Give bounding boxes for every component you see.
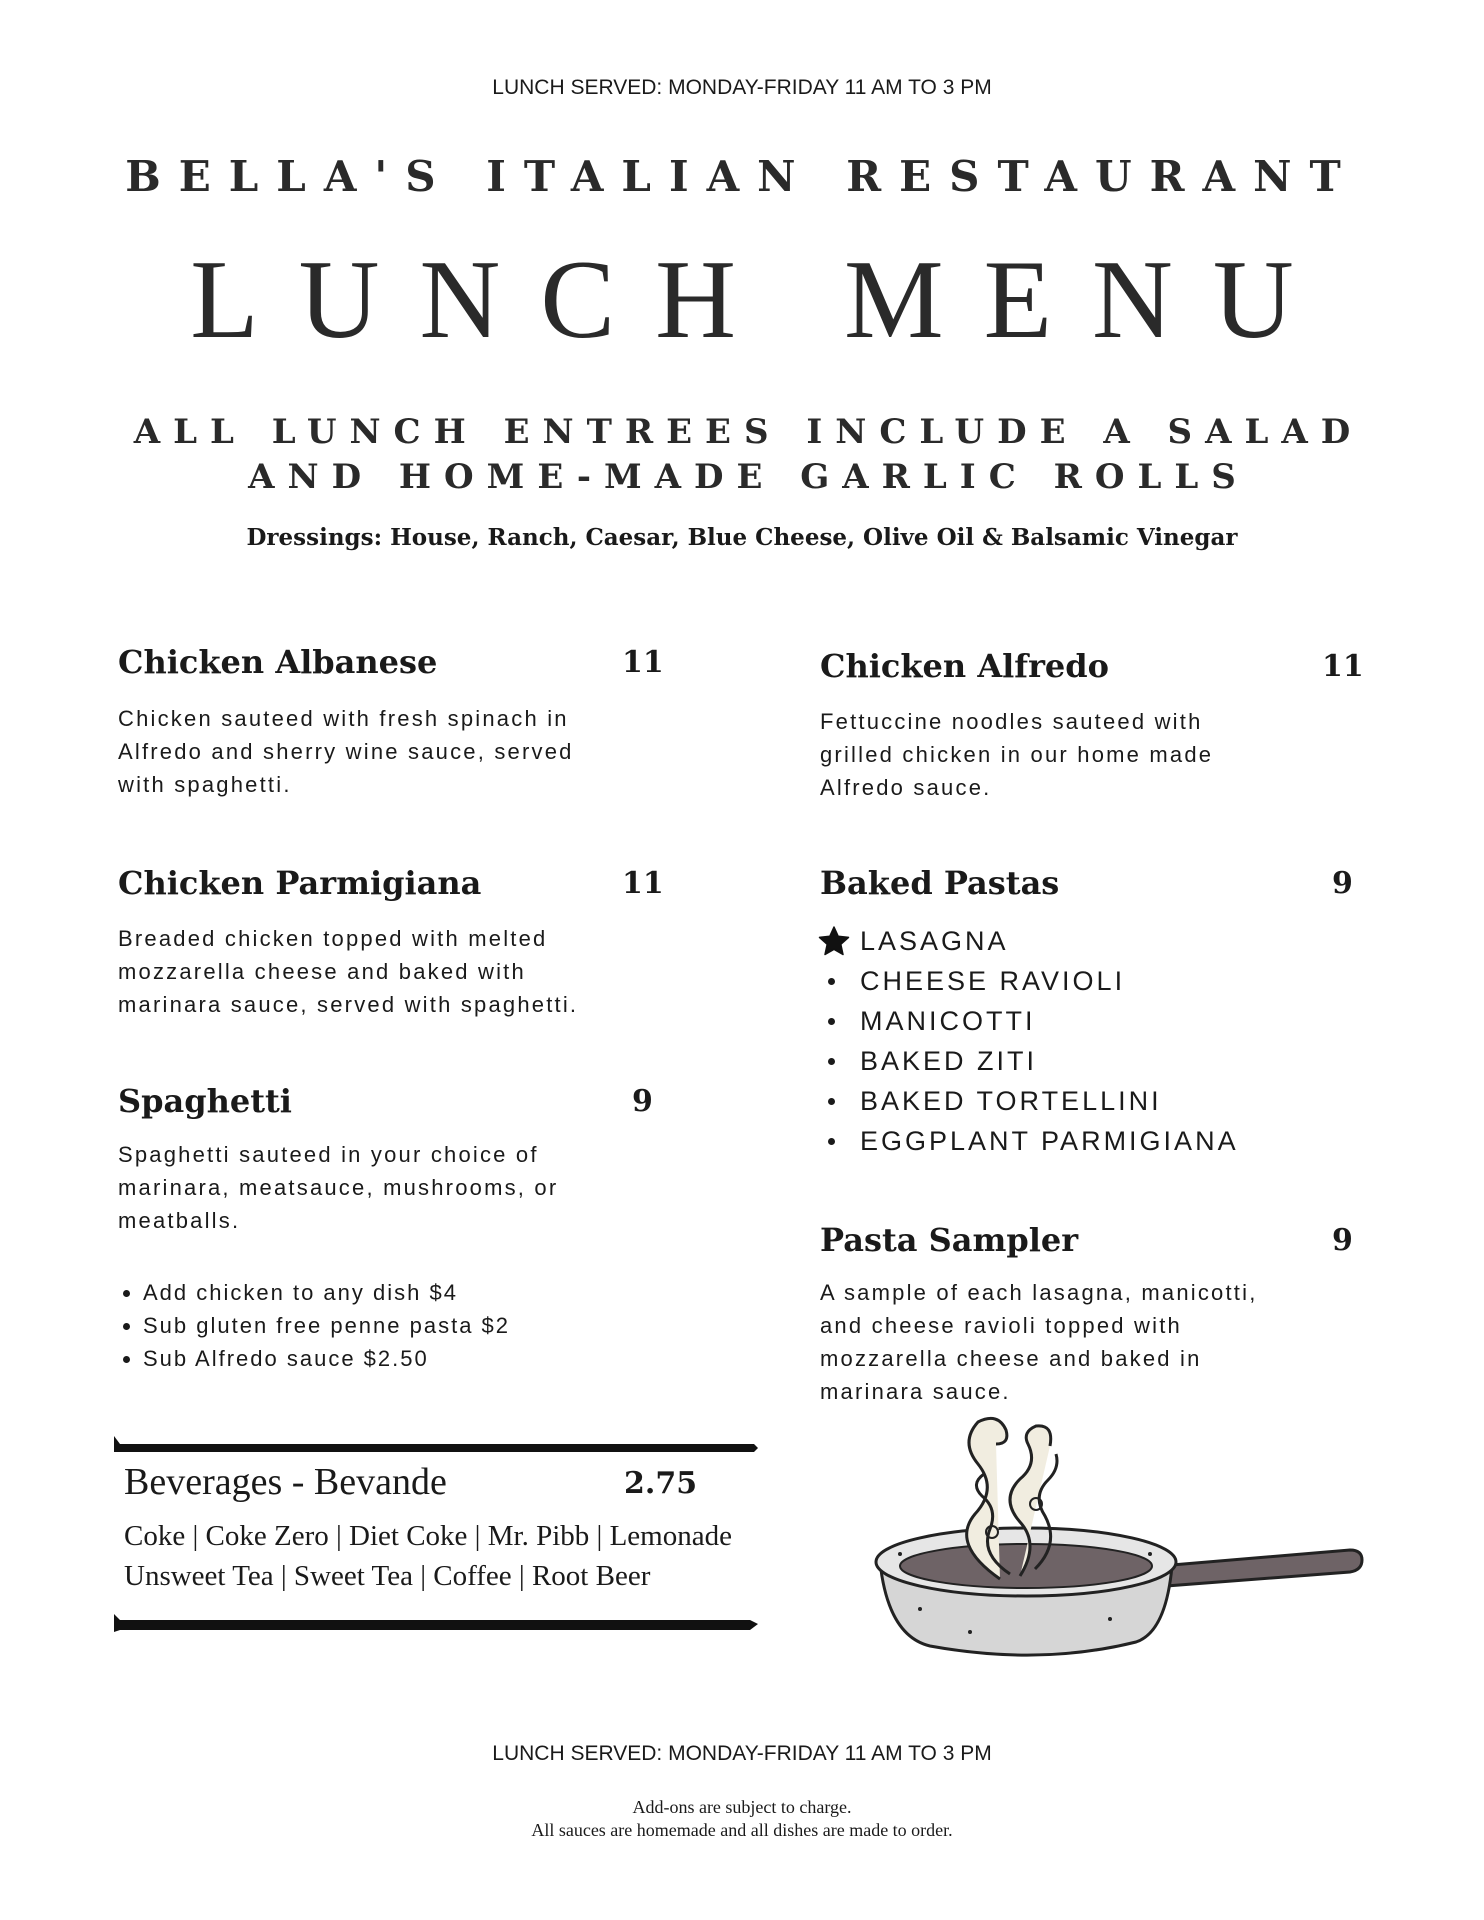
dressings-list: Dressings: House, Ranch, Caesar, Blue Cheese, Olive Oil & Balsamic Vinegar	[246, 524, 1238, 551]
item-desc-chicken-alfredo: Fettuccine noodles sauteed with grilled chicken in our home made Alfredo sauce.	[820, 709, 1214, 800]
item-name-spaghetti: Spaghetti	[118, 1082, 292, 1120]
beverages-price: 2.75	[624, 1466, 698, 1501]
item-desc-chicken-parmigiana: Breaded chicken topped with melted mozzarella cheese and baked with marinara sauce, served with spaghetti.	[118, 926, 579, 1017]
addon-item: • Sub gluten free penne pasta $2	[143, 1309, 510, 1342]
item-desc-chicken-albanese: Chicken sauteed with fresh spinach in Alfredo and sherry wine sauce, served with spaghetti.	[118, 706, 574, 797]
item-name-baked-pastas: Baked Pastas	[820, 864, 1060, 902]
addons-list	[118, 1276, 510, 1375]
pasta-item-featured: LASAGNA	[822, 921, 1239, 961]
item-price-spaghetti: 9	[632, 1084, 653, 1119]
page-title: LUNCH MENU	[190, 238, 1334, 362]
footer-note-addons: Add-ons are subject to charge.	[632, 1797, 852, 1817]
beverages-list-line1: Coke | Coke Zero | Diet Coke | Mr. Pibb | Lemonade	[124, 1520, 732, 1552]
pasta-item: CHEESE RAVIOLI	[822, 961, 1239, 1001]
beverages-title: Beverages - Bevande	[124, 1461, 447, 1503]
baked-pastas-list	[822, 921, 1239, 1161]
restaurant-name: BELLA'S ITALIAN RESTAURANT	[125, 152, 1359, 201]
footer-note-sauces: All sauces are homemade and all dishes are made to order.	[531, 1820, 953, 1840]
item-name-chicken-parmigiana: Chicken Parmigiana	[118, 864, 482, 902]
item-price-chicken-albanese: 11	[622, 645, 664, 680]
steaming-pan-icon	[860, 1404, 1370, 1664]
beverages-bottom-bar	[110, 1612, 760, 1636]
addon-item: • Add chicken to any dish $4	[143, 1276, 510, 1309]
entrees-include-line1: ALL LUNCH ENTREES INCLUDE A SALAD	[133, 412, 1364, 452]
lunch-hours-top: LUNCH SERVED: MONDAY-FRIDAY 11 AM TO 3 PM	[492, 76, 992, 99]
lunch-hours-bottom: LUNCH SERVED: MONDAY-FRIDAY 11 AM TO 3 PM	[492, 1742, 992, 1765]
item-desc-pasta-sampler: A sample of each lasagna, manicotti, and cheese ravioli topped with mozzarella cheese and baked in marinara sauce.	[820, 1280, 1258, 1404]
item-name-pasta-sampler: Pasta Sampler	[820, 1221, 1079, 1259]
item-name-chicken-alfredo: Chicken Alfredo	[820, 647, 1109, 685]
item-price-chicken-parmigiana: 11	[622, 866, 664, 901]
star-icon	[818, 925, 850, 957]
item-price-pasta-sampler: 9	[1332, 1223, 1353, 1258]
item-desc-spaghetti: Spaghetti sauteed in your choice of marinara, meatsauce, mushrooms, or meatballs.	[118, 1142, 559, 1233]
item-price-chicken-alfredo: 11	[1322, 649, 1364, 684]
addon-item: • Sub Alfredo sauce $2.50	[143, 1342, 510, 1375]
item-price-baked-pastas: 9	[1332, 866, 1353, 901]
pasta-item: BAKED TORTELLINI	[822, 1081, 1239, 1121]
pasta-item: BAKED ZITI	[822, 1041, 1239, 1081]
beverages-list-line2: Unsweet Tea | Sweet Tea | Coffee | Root Beer	[124, 1560, 651, 1592]
pasta-item: MANICOTTI	[822, 1001, 1239, 1041]
item-name-chicken-albanese: Chicken Albanese	[118, 643, 438, 681]
entrees-include-line2: AND HOME-MADE GARLIC ROLLS	[248, 457, 1249, 497]
pasta-item: EGGPLANT PARMIGIANA	[822, 1121, 1239, 1161]
beverages-top-bar	[110, 1434, 760, 1454]
